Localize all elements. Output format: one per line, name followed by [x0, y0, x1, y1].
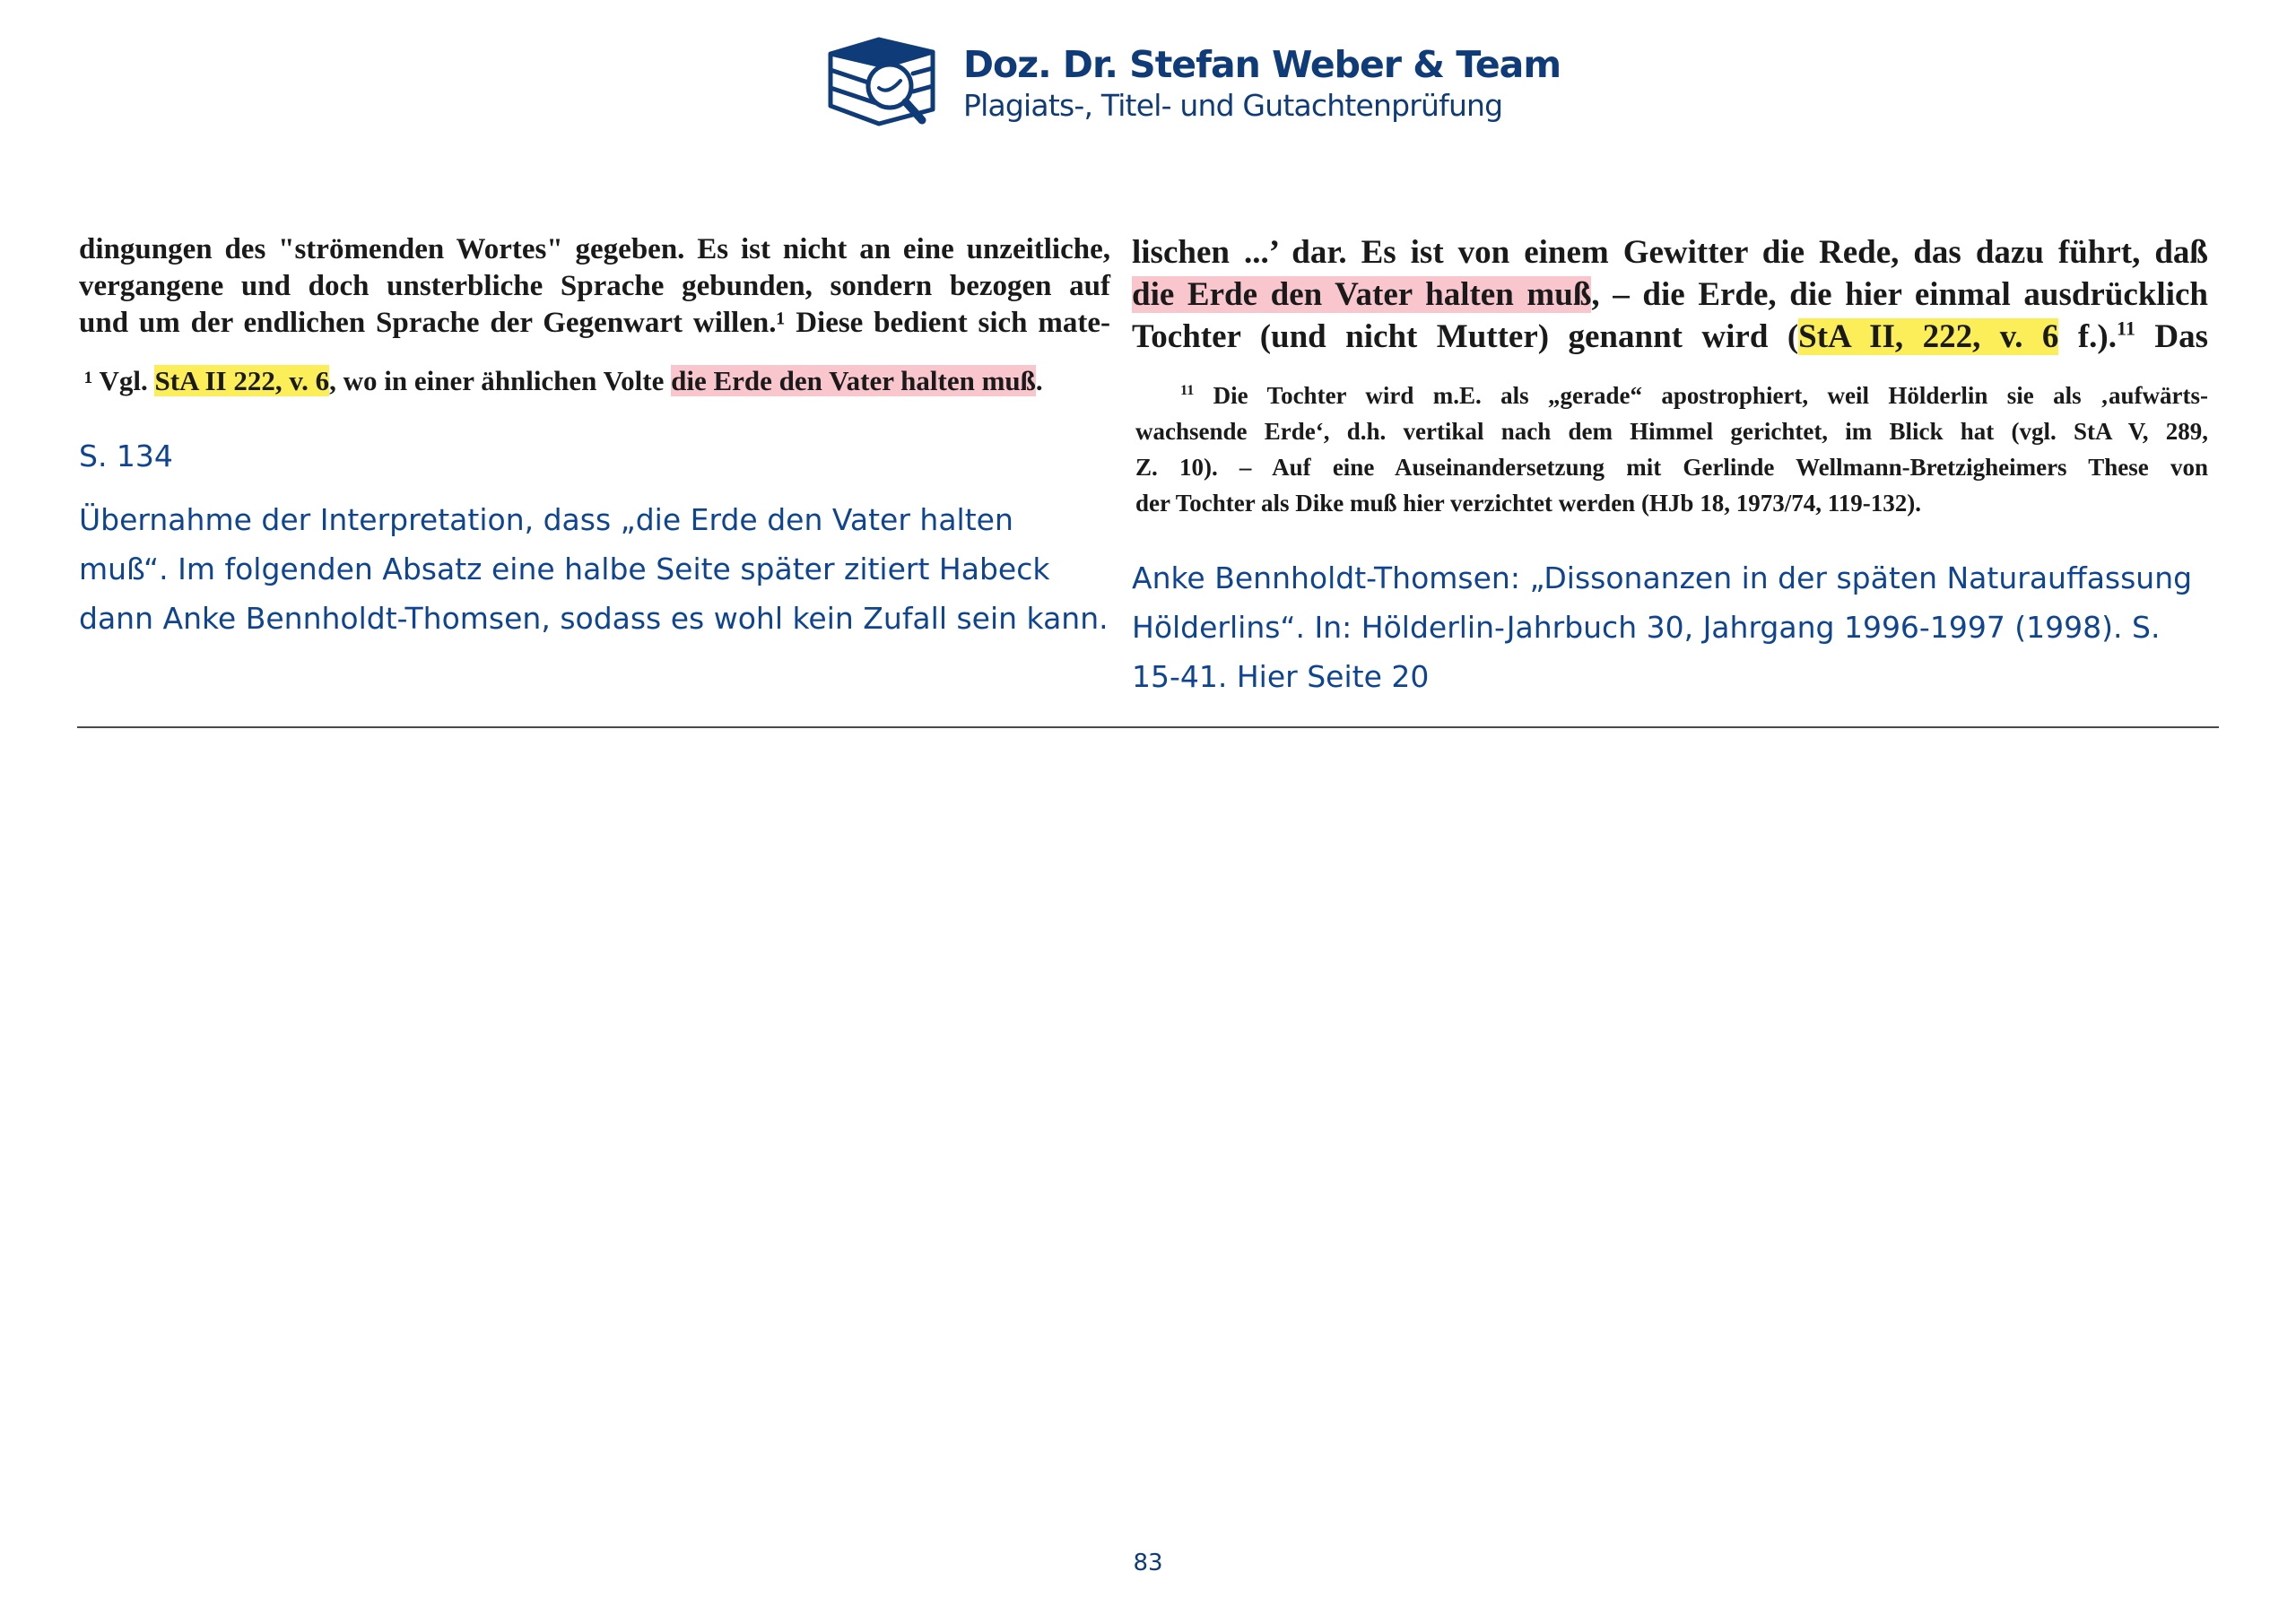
scan-line: und um der endlichen Sprache der Gegenwart willen.¹ Diese bedient sich mate-: [79, 307, 1110, 339]
right-scan-footnote: [1132, 378, 2208, 521]
scan-line: vergangene und doch unsterbliche Sprache gebunden, sondern bezogen auf: [79, 270, 1110, 302]
page-number: 83: [1133, 1550, 1163, 1576]
scan-line: [1132, 274, 2208, 316]
analysis-comment: Übernahme der Interpretation, dass „die Erde den Vater halten muß“. Im folgenden Absatz eine halbe Seite später zitiert Habeck dann Anke Bennholdt-Thomsen, sodass es wohl kein Zufall sein kann.: [79, 502, 1109, 636]
footnote-line: [1135, 378, 2208, 413]
page-reference: S. 134: [79, 439, 173, 473]
brand-subtitle: Plagiats-, Titel- und Gutachtenprüfung: [963, 87, 1503, 123]
footnote-text: Die Tochter wird m.E. als „gerade“ apostrophiert, weil Hölderlin sie als ‚aufwärts-: [1213, 382, 2208, 409]
scan-text: , – die Erde, die hier einmal ausdrücklich: [1591, 276, 2208, 313]
header: [823, 34, 1561, 133]
left-column: [79, 231, 1110, 643]
footnote-superscript: 11: [1180, 382, 1195, 398]
scan-line: [1132, 316, 2208, 358]
horizontal-divider: [77, 726, 2219, 728]
footnote-line: wachsende Erde‘, d.h. vertikal nach dem Himmel gerichtet, im Blick hat (vgl. StA V, 289,: [1135, 418, 2208, 445]
right-scan-excerpt: [1132, 231, 2208, 358]
scan-text: Das: [2135, 318, 2208, 355]
footnote-line: der Tochter als Dike muß hier verzichtet werden (HJb 18, 1973/74, 119-132).: [1135, 490, 1921, 517]
left-scan-footnote: [79, 365, 1110, 397]
book-magnifier-icon: [823, 34, 940, 133]
footnote-middle: , wo in einer ähnlichen Volte: [329, 365, 665, 396]
right-column: [1132, 231, 2208, 701]
brand-title: Doz. Dr. Stefan Weber & Team: [963, 42, 1561, 86]
scan-line: dingungen des "strömenden Wortes" gegeben. Es ist nicht an eine unzeitliche,: [79, 233, 1110, 265]
footnote-superscript: 11: [2116, 317, 2135, 340]
scan-line: lischen ...’ dar. Es ist von einem Gewitter die Rede, das dazu führt, daß: [1132, 234, 2208, 271]
left-scan-excerpt: [79, 231, 1110, 342]
highlight-reference: StA II, 222, v. 6: [1798, 318, 2059, 355]
highlight-reference: StA II 222, v. 6: [154, 365, 330, 396]
footnote-line: Z. 10). – Auf eine Auseinandersetzung mit Gerlinde Wellmann-Bretzigheimers These von: [1135, 454, 2208, 481]
scan-text: f.).: [2058, 318, 2117, 355]
footnote-marker: ¹ Vgl.: [84, 365, 148, 396]
footnote-end: .: [1035, 365, 1043, 396]
highlight-quote: die Erde den Vater halten muß: [671, 365, 1036, 396]
highlight-quote: die Erde den Vater halten muß: [1132, 276, 1592, 313]
brand-text: [963, 43, 1561, 124]
source-reference: Anke Bennholdt-Thomsen: „Dissonanzen in der späten Naturauffassung Hölderlins“. In: Hölderlin-Jahrbuch 30, Jahrgang 1996-1997 (1998). S. 15-41. Hier Seite 20: [1132, 560, 2193, 694]
scan-text: Tochter (und nicht Mutter) genannt wird (: [1132, 318, 1799, 355]
